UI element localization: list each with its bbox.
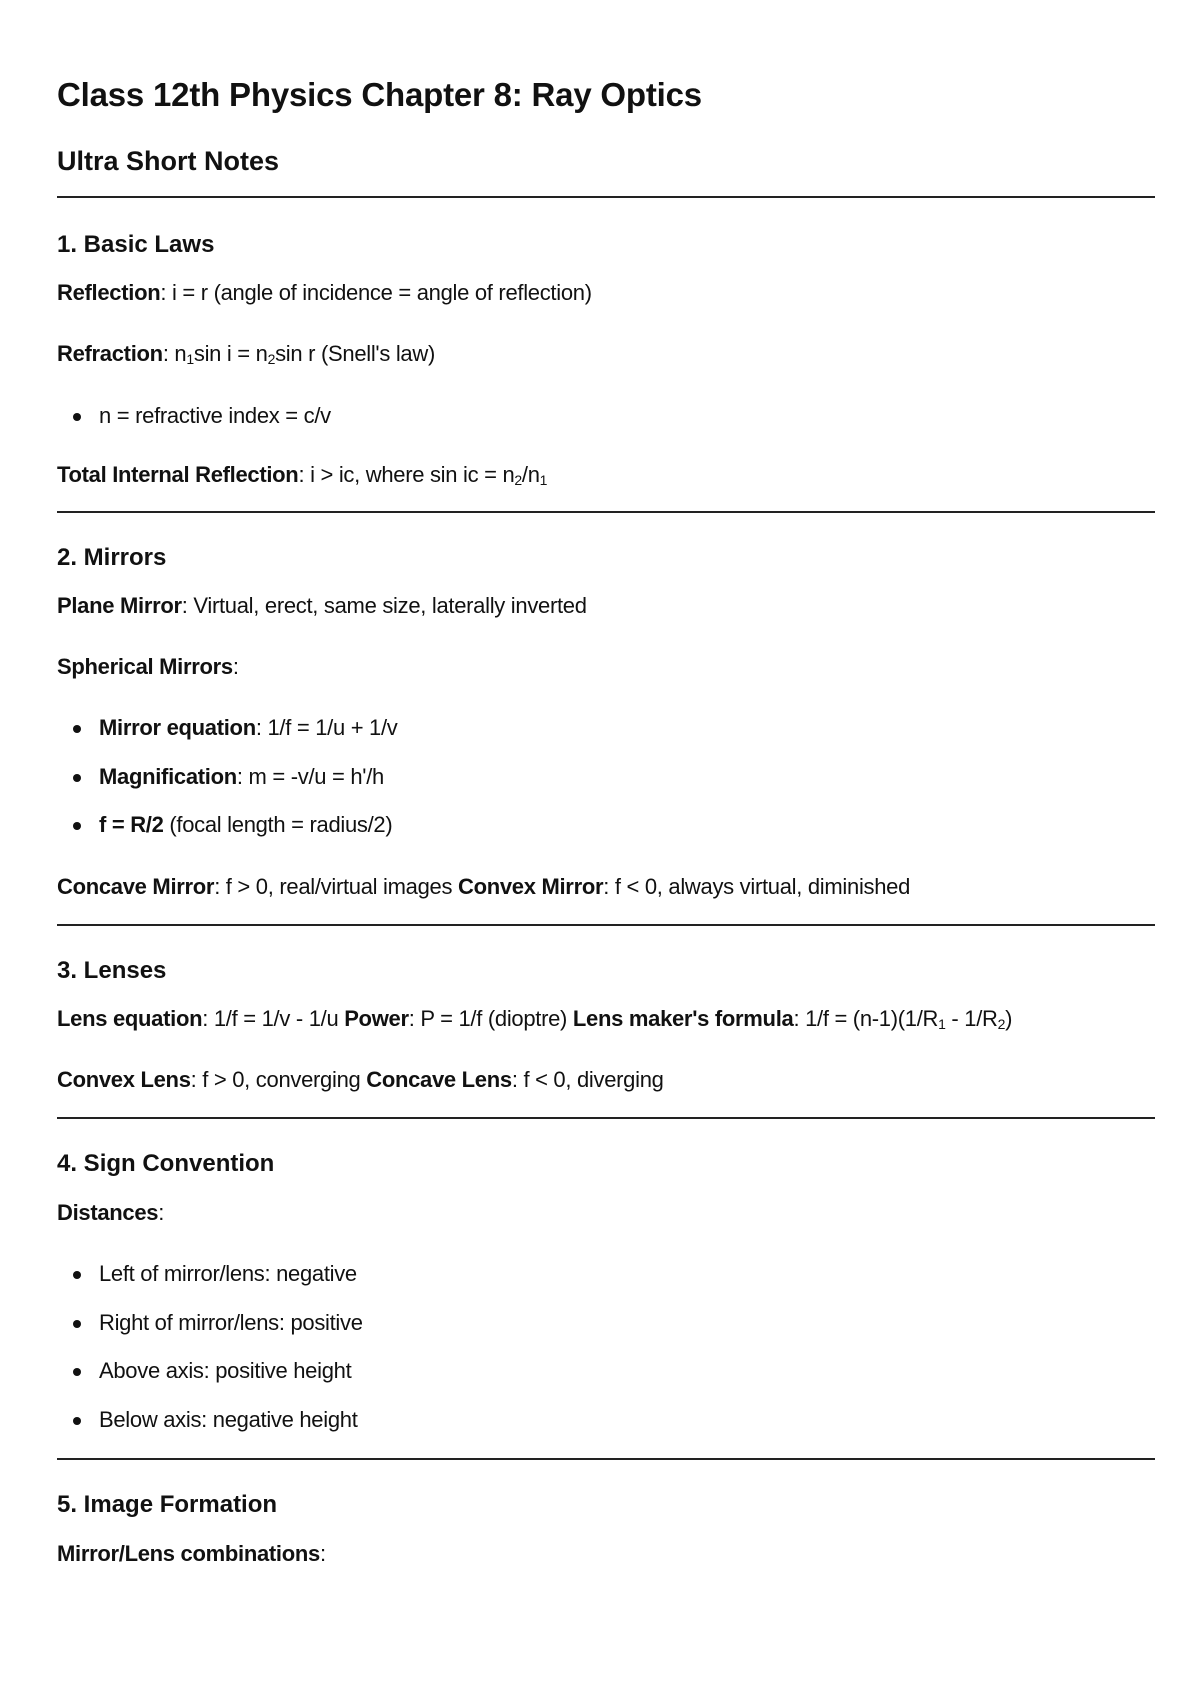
distances-line: Distances: <box>57 1200 165 1225</box>
term-label: Concave Mirror <box>57 874 215 899</box>
section-divider <box>57 511 1155 513</box>
list-item: Below axis: negative height <box>71 1406 1150 1434</box>
section-sign-convention <box>57 1149 1150 1434</box>
spherical-mirrors-line: Spherical Mirrors: <box>57 654 239 679</box>
reflection-line: Reflection: i = r (angle of incidence = angle of reflection) <box>57 280 592 305</box>
section-heading: 4. Sign Convention <box>57 1150 275 1177</box>
list-item: Left of mirror/lens: negative <box>71 1260 1150 1288</box>
term-label: Power <box>344 1006 409 1031</box>
list-item: Mirror equation: 1/f = 1/u + 1/v <box>71 714 1150 742</box>
term-label: Concave Lens <box>366 1067 512 1092</box>
term-label: Lens equation <box>57 1006 203 1031</box>
term-label: Distances <box>57 1200 159 1225</box>
term-label: Reflection <box>57 280 161 305</box>
section-divider <box>57 1458 1155 1460</box>
section-divider <box>57 1117 1155 1119</box>
list-item: f = R/2 (focal length = radius/2) <box>71 811 1150 839</box>
lens-equation-line: Lens equation: 1/f = 1/v - 1/u Power: P = 1/f (dioptre) Lens maker's formula: $1/f = (n-1)(1/R_1 - 1/R_2)$ <box>57 1006 1013 1032</box>
section-divider <box>57 924 1155 926</box>
list-item: n = refractive index = c/v <box>71 402 1150 430</box>
concave-convex-line: Concave Mirror: f > 0, real/virtual images Convex Mirror: f < 0, always virtual, diminished <box>57 874 911 899</box>
section-heading: 2. Mirrors <box>57 544 167 571</box>
tir-line: Total Internal Reflection: i > ic, where sin ic = $n_2/n_1$ <box>57 462 548 488</box>
term-label: Mirror/Lens combinations <box>57 1541 320 1566</box>
section-mirrors <box>57 543 1150 901</box>
term-label: Refraction <box>57 341 163 366</box>
section-divider <box>57 196 1155 198</box>
bullet-list <box>57 1260 1150 1434</box>
section-image-formation <box>57 1490 1150 1568</box>
list-item: Above axis: positive height <box>71 1357 1150 1385</box>
term-label: Convex Mirror <box>457 874 604 899</box>
term-label: Convex Lens <box>57 1067 191 1092</box>
section-lenses <box>57 956 1150 1094</box>
bullet-list <box>57 402 1150 430</box>
page-title: Class 12th Physics Chapter 8: Ray Optics <box>57 76 702 113</box>
section-basic-laws <box>57 230 1150 489</box>
term-label: Total Internal Reflection <box>57 462 299 487</box>
refraction-line: Refraction: $n_1\sin$ $i = n_2\sin$ r (Snell's law) <box>57 341 435 367</box>
plane-mirror-line: Plane Mirror: Virtual, erect, same size, laterally inverted <box>57 593 587 618</box>
bullet-list <box>57 714 1150 839</box>
term-label: Spherical Mirrors <box>57 654 233 679</box>
section-heading: 5. Image Formation <box>57 1491 278 1518</box>
term-label: Lens maker's formula <box>572 1006 794 1031</box>
section-heading: 1. Basic Laws <box>57 231 215 258</box>
list-item: Magnification: m = -v/u = h'/h <box>71 763 1150 791</box>
list-item: Right of mirror/lens: positive <box>71 1309 1150 1337</box>
combinations-line: Mirror/Lens combinations: <box>57 1541 326 1566</box>
term-label: Plane Mirror <box>57 593 182 618</box>
lens-types-line: Convex Lens: f > 0, converging Concave Lens: f < 0, diverging <box>57 1067 664 1092</box>
section-heading: 3. Lenses <box>57 957 167 984</box>
page-subtitle: Ultra Short Notes <box>57 146 280 176</box>
